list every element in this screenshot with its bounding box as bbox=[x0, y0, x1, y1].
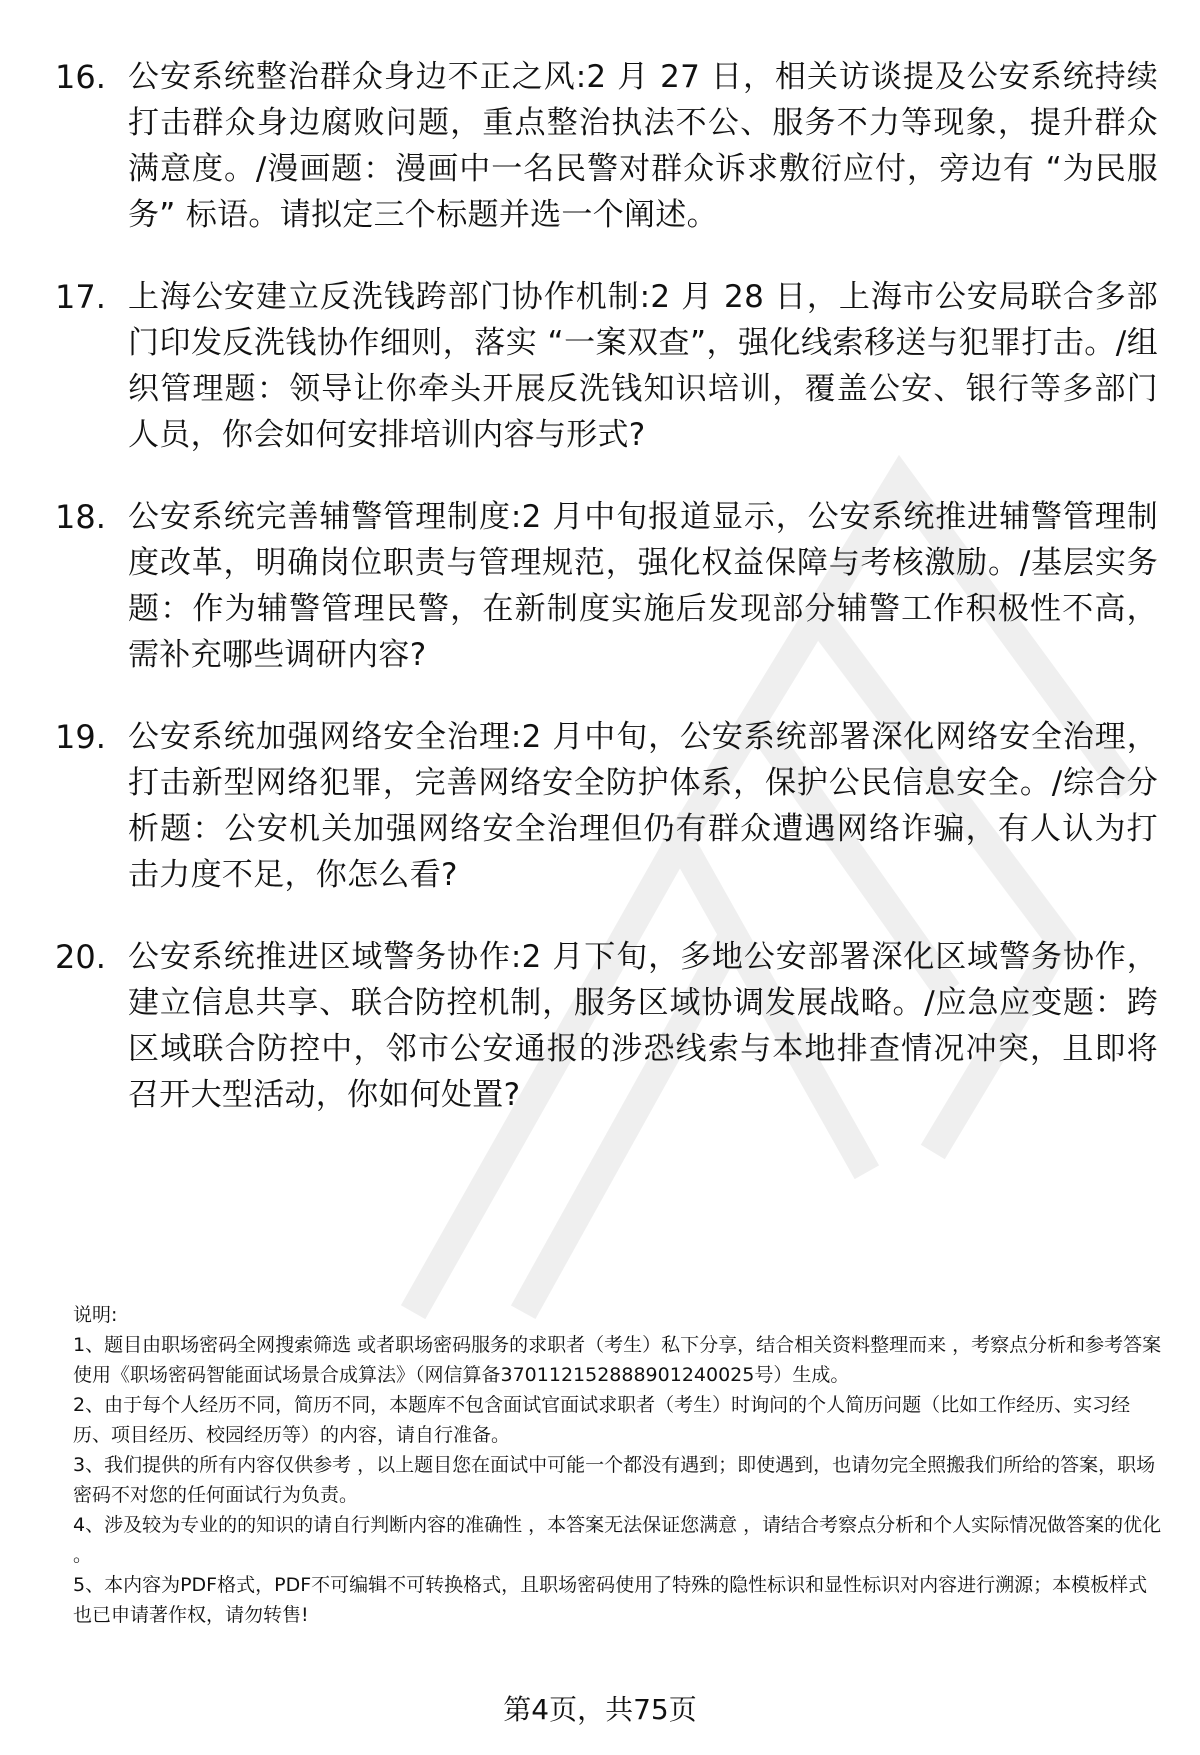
note-item-4: 4、涉及较为专业的的知识的请自行判断内容的准确性 ，本答案无法保证您满意 ，请结合考察点分析和个人实际情况做答案的优化 。 bbox=[73, 1514, 1162, 1566]
question-number: 19. bbox=[55, 718, 106, 756]
question-text: 上海公安建立反洗钱跨部门协作机制:2 月 28 日，上海市公安局联合多部门印发反洗钱协作细则，落实 “一案双查”，强化线索移送与犯罪打击。/组织管理题：领导让你牵头开展反洗钱知识培训，覆盖公安、银行等多部门人员，你会如何安排培训内容与形式? bbox=[128, 279, 1158, 453]
question-list bbox=[55, 54, 1165, 1154]
question-number: 17. bbox=[55, 278, 106, 316]
notes-title: 说明: bbox=[73, 1304, 118, 1326]
question-item-17 bbox=[55, 274, 1165, 458]
question-number: 18. bbox=[55, 498, 106, 536]
question-number: 20. bbox=[55, 938, 106, 976]
question-item-18 bbox=[55, 494, 1165, 678]
question-text: 公安系统完善辅警管理制度:2 月中旬报道显示，公安系统推进辅警管理制度改革，明确岗位职责与管理规范，强化权益保障与考核激励。/基层实务题：作为辅警管理民警，在新制度实施后发现部分辅警工作积极性不高，需补充哪些调研内容? bbox=[128, 499, 1158, 673]
question-item-20 bbox=[55, 934, 1165, 1118]
note-item-3: 3、我们提供的所有内容仅供参考 ，以上题目您在面试中可能一个都没有遇到；即使遇到，也请勿完全照搬我们所给的答案，职场密码不对您的任何面试行为负责。 bbox=[73, 1454, 1156, 1506]
note-item-5: 5、本内容为PDF格式，PDF不可编辑不可转换格式，且职场密码使用了特殊的隐性标识和显性标识对内容进行溯源；本模板样式也已申请著作权，请勿转售! bbox=[73, 1574, 1148, 1626]
note-item-1: 1、题目由职场密码全网搜索筛选 或者职场密码服务的求职者（考生）私下分享，结合相关资料整理而来 ，考察点分析和参考答案使用《职场密码智能面试场景合成算法》（网信算备370112152888901240025号）生成。 bbox=[73, 1334, 1162, 1386]
question-number: 16. bbox=[55, 58, 106, 96]
disclaimer-notes bbox=[73, 1300, 1163, 1630]
question-text: 公安系统加强网络安全治理:2 月中旬，公安系统部署深化网络安全治理，打击新型网络犯罪，完善网络安全防护体系，保护公民信息安全。/综合分析题：公安机关加强网络安全治理但仍有群众遭遇网络诈骗，有人认为打击力度不足，你怎么看? bbox=[128, 719, 1158, 893]
note-item-2: 2、由于每个人经历不同，简历不同，本题库不包含面试官面试求职者（考生）时询问的个人简历问题（比如工作经历、实习经历、项目经历、校园经历等）的内容，请自行准备。 bbox=[73, 1394, 1131, 1446]
question-item-16 bbox=[55, 54, 1165, 238]
question-text: 公安系统推进区域警务协作:2 月下旬，多地公安部署深化区域警务协作，建立信息共享、联合防控机制，服务区域协调发展战略。/应急应变题：跨区域联合防控中，邻市公安通报的涉恐线索与本地排查情况冲突，且即将召开大型活动，你如何处置? bbox=[128, 939, 1158, 1113]
question-text: 公安系统整治群众身边不正之风:2 月 27 日，相关访谈提及公安系统持续打击群众身边腐败问题，重点整治执法不公、服务不力等现象，提升群众满意度。/漫画题：漫画中一名民警对群众诉求敷衍应付，旁边有 “为民服务” 标语。请拟定三个标题并选一个阐述。 bbox=[128, 59, 1158, 233]
page-indicator: 第4页，共75页 bbox=[503, 1693, 697, 1726]
question-item-19 bbox=[55, 714, 1165, 898]
